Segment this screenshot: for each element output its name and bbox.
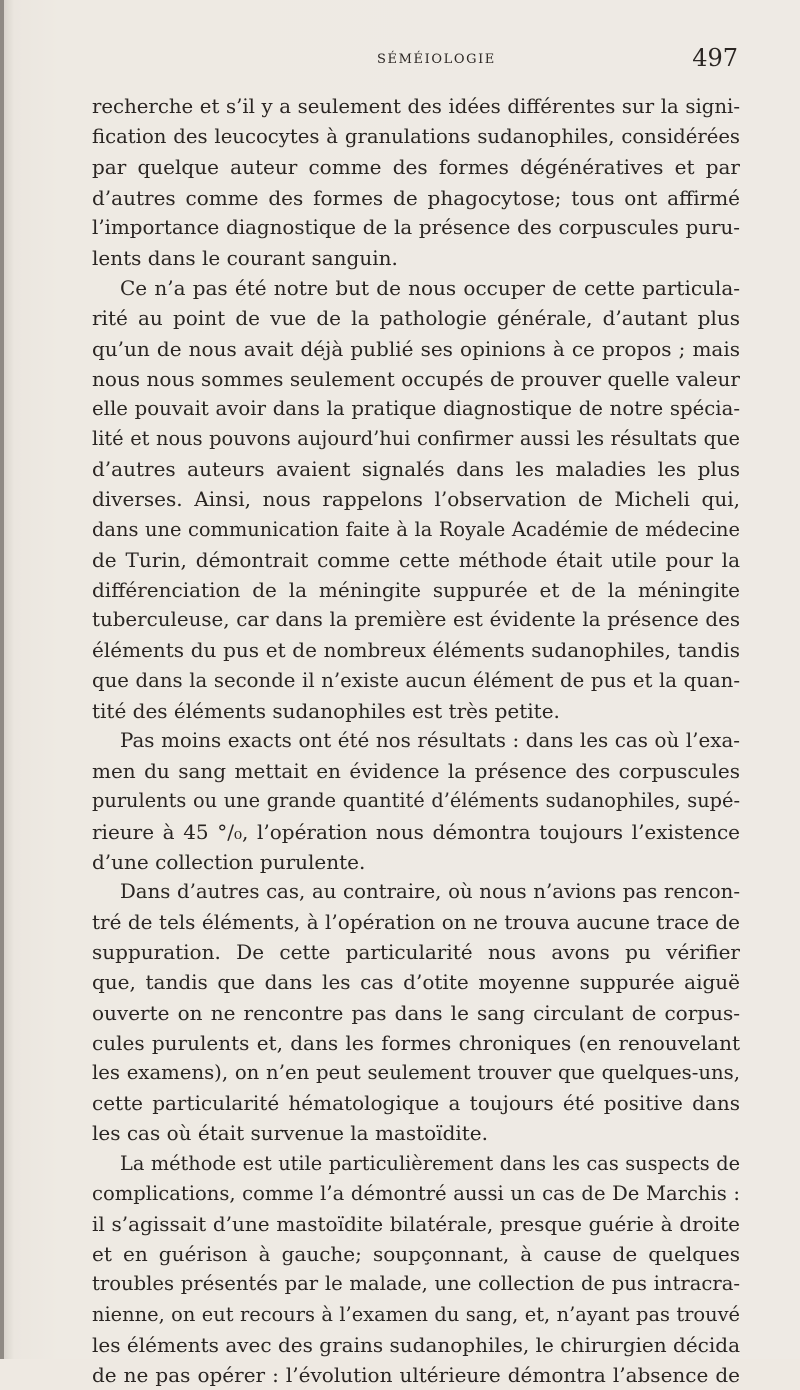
text-line: cette particularité hématologique a toujours été positive dans [92,1091,740,1116]
body-text [92,92,740,1390]
text-line: de ne pas opérer : l’évolution ultérieure démontra l’absence de [92,1362,740,1387]
text-line: rieure à 45 °/₀, l’opération nous démontra toujours l’existence [92,819,740,844]
text-line: recherche et s’il y a seulement des idées différentes sur la signi- [92,95,740,118]
text-line: diverses. Ainsi, nous rappelons l’observation de Micheli qui, [92,487,740,512]
text-line: dans une communication faite à la Royale Académie de médecine [92,517,740,541]
section-title: SÉMÉIOLOGIE [377,52,496,67]
text-line: cules purulents et, dans les formes chroniques (en renouvelant [92,1030,740,1055]
text-line: lité et nous pouvons aujourd’hui confirmer aussi les résultats que [92,427,740,451]
text-line: tré de tels éléments, à l’opération on ne trouva aucune trace de [92,910,740,935]
text-line: il s’agissait d’une mastoïdite bilatérale, presque guérie à droite [92,1211,740,1236]
text-line: les éléments avec des grains sudanophiles, le chirurgien décida [92,1332,740,1357]
text-line: tité des éléments sudanophiles est très petite. [92,698,560,723]
text-line: nous nous sommes seulement occupés de prouver quelle valeur [92,366,740,391]
text-line: l’importance diagnostique de la présence des corpuscules puru- [92,215,740,239]
text-line: ouverte on ne rencontre pas dans le sang circulant de corpus- [92,1000,740,1025]
text-line: La méthode est utile particulièrement dans les cas suspects de [120,1151,740,1175]
page-binding-edge [0,0,4,1359]
text-line: éléments du pus et de nombreux éléments sudanophiles, tandis [92,638,740,663]
text-line: troubles présentés par le malade, une collection de pus intracra- [92,1272,740,1296]
text-line: et en guérison à gauche; soupçonnant, à cause de quelques [92,1242,740,1267]
text-line: purulents ou une grande quantité d’éléments sudanophiles, supé- [92,789,740,813]
text-line: les examens), on n’en peut seulement trouver que quelques-uns, [92,1061,740,1084]
text-line: complications, comme l’a démontré aussi un cas de De Marchis : [92,1181,740,1205]
text-line: Pas moins exacts ont été nos résultats : dans les cas où l’exa- [120,728,740,752]
text-line: d’autres comme des formes de phagocytose; tous ont affirmé [92,185,740,210]
text-line: d’une collection purulente. [92,849,366,874]
text-line: Dans d’autres cas, au contraire, où nous n’avions pas rencon- [120,879,740,903]
text-line: fication des leucocytes à granulations sudanophiles, considérées [92,125,740,149]
text-line: d’autres auteurs avaient signalés dans les maladies les plus [92,457,740,482]
text-line: tuberculeuse, car dans la première est évidente la présence des [92,608,740,632]
text-line: que dans la seconde il n’existe aucun élément de pus et la quan- [92,668,740,692]
text-line: lents dans le courant sanguin. [92,245,398,270]
text-line: rité au point de vue de la pathologie générale, d’autant plus [92,306,740,331]
text-line: différenciation de la méningite suppurée et de la méningite [92,578,740,602]
text-line: nienne, on eut recours à l’examen du sang, et, n’ayant pas trouvé [92,1302,740,1326]
running-header [92,44,740,78]
page-number: 497 [692,44,738,72]
text-line: qu’un de nous avait déjà publié ses opinions à ce propos ; mais [92,336,740,361]
text-line: de Turin, démontrait comme cette méthode était utile pour la [92,547,740,572]
text-line: men du sang mettait en évidence la présence des corpuscules [92,759,740,784]
text-line: par quelque auteur comme des formes dégénératives et par [92,155,740,180]
text-line: elle pouvait avoir dans la pratique diagnostique de notre spécia- [92,396,740,420]
text-line: que, tandis que dans les cas d’otite moyenne suppurée aiguë [92,970,740,995]
text-line: Ce n’a pas été notre but de nous occuper de cette particula- [120,276,740,301]
text-line: suppuration. De cette particularité nous avons pu vérifier [92,940,740,965]
text-line: les cas où était survenue la mastoïdite. [92,1121,488,1146]
